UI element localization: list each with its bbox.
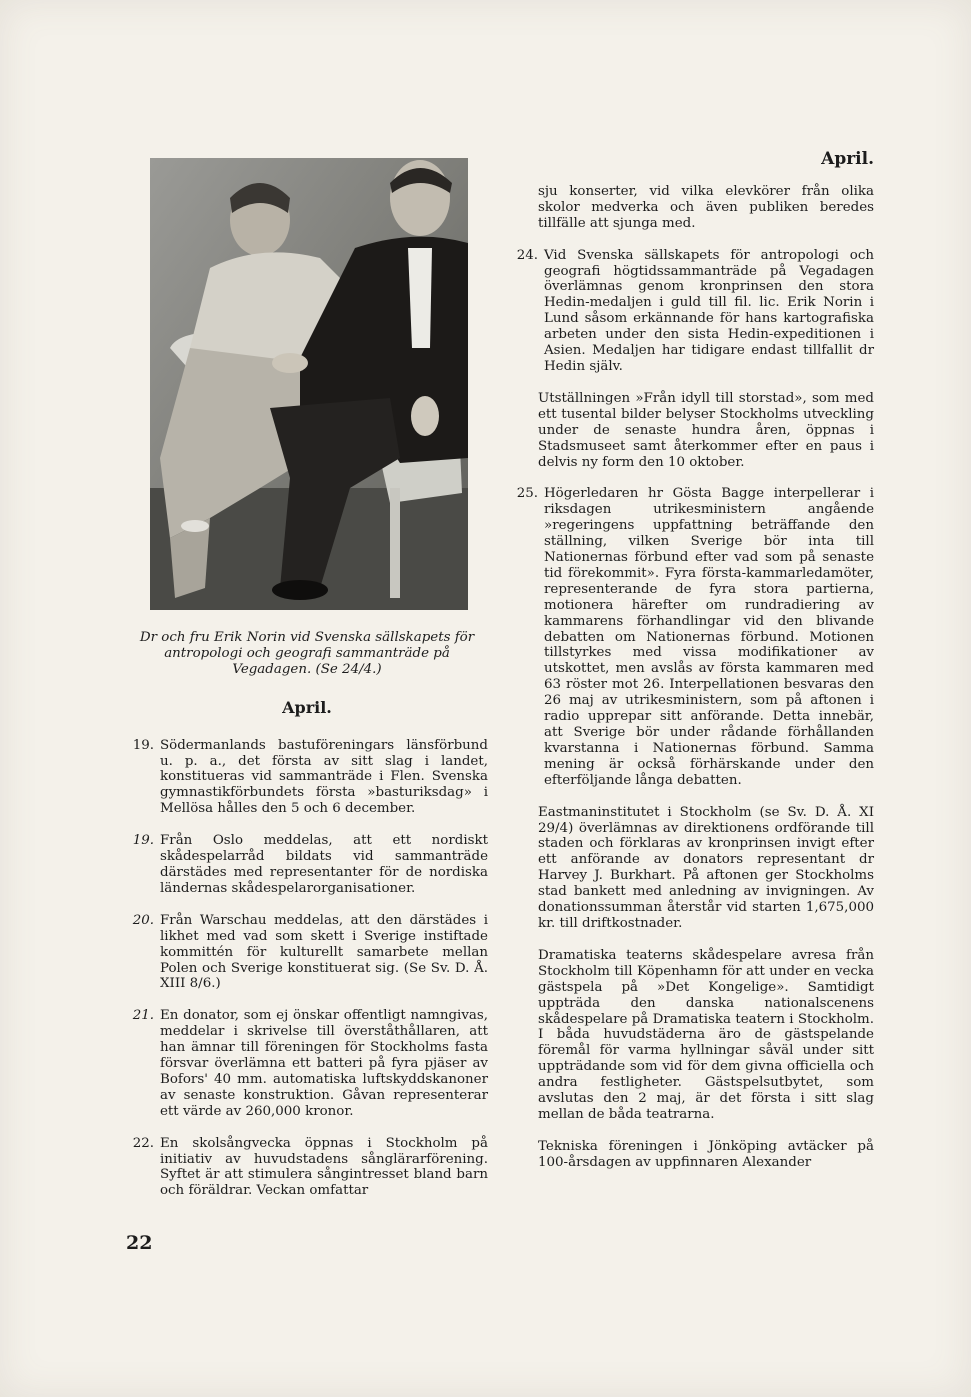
entry [510,486,874,788]
man-shirt [408,248,432,348]
page-number: 22 [126,1232,153,1254]
photograph [150,158,468,610]
entry-date: 19. [132,737,154,753]
right-column [510,149,874,1187]
entry-date: 22. [132,1135,154,1151]
photo-caption: Dr och fru Erik Norin vid Svenska sällskapets för antropologi och geografi sammanträde på Vegadagen. (Se 24/4.) [139,630,475,677]
woman-shoe [181,520,209,532]
entry-text: En skolsångvecka öppnas i Stockholm på initiativ av huvudstadens sånglärarförening. Syftet är att stimulera sångintresset bland barn och föräldrar. Veckan omfattar [160,1135,488,1199]
entry-date: 21. [132,1008,154,1024]
entry [510,248,874,375]
entry-text: En donator, som ej önskar offentligt namngivas, meddelar i skrivelse till överståthållaren, att han ämnar till föreningen för Stockholms fasta försvar överlämna ett batteri på fyra pjäser av Bofors' 40 mm. automatiska luftskyddskanoner av senaste konstruktion. Gåvan representerar ett värde av 260,000 kronor. [160,1008,488,1119]
entry-text: Högerledaren hr Gösta Bagge interpellerar i riksdagen utrikesministern angående »regeringens uppfattning beträffande den ställning, vilken Sverige bör inta till Nationernas förbund efter vad som på senaste tid förekommit». Fyra första-kammarledamöter, representerande de fyra stora partierna, motionera härefter om rundradiering av kammarens förhandlingar vid den blivande debatten om Nationernas förbund. Motionen tillstyrkes med vissa modifikationer av utskottet, men avslås av första kammaren med 63 röster mot 26. Interpellationen besvaras den 26 maj av utrikesministern, som på aftonen i radio upprepar sitt anförande. Detta innebär, att Sverige bör under rådande förhållanden kvarstanna i Nationernas förbund. Samma mening är också förhärskande under den efterföljande långa debatten. [544,486,874,788]
entry [126,913,488,993]
man-hand [411,396,439,436]
entry-date: 25. [516,486,538,502]
paragraph: Utställningen »Från idyll till storstad», som med ett tusental bilder belyser Stockholms utveckling under de senaste hundra åren, öppnas i Stadsmuseet samt återkommer efter en paus i delvis ny form den 10 oktober. [538,390,874,470]
entry [126,1136,488,1200]
chair-leg [390,488,400,598]
month-heading-right: April. [821,149,874,169]
entry-date: 19. [132,833,154,849]
woman-hands [272,353,308,373]
entry-date: 24. [516,247,538,263]
month-heading-left: April. [282,697,332,717]
entry [126,1008,488,1119]
man-shoe [272,580,328,600]
entry-text: Södermanlands bastuföreningars länsförbund u. p. a., det första av sitt slag i landet, konstitueras vid sammanträde i Flen. Svenska gymnastikförbundets första »basturiksdag» i Mellösa hålles den 5 och 6 december. [160,737,488,817]
entry-text: Vid Svenska sällskapets för antropologi och geografi högtidssammanträde på Vegadagen överlämnas genom kronprinsen den stora Hedin-medaljen i guld till fil. lic. Erik Norin i Lund såsom erkännande för hans kartografiska arbeten under den sista Hedin-expeditionen i Asien. Medaljen har tidigare endast tillfallit dr Hedin själv. [544,247,874,374]
paragraph: Eastmaninstitutet i Stockholm (se Sv. D. Å. XI 29/4) överlämnas av direktionens ordförande till staden och förklaras av kronprinsen invigt efter ett anförande av donators representant dr Harvey J. Burkhart. På aftonen ger Stockholms stad bankett med anledning av invigningen. Av donationssumman återstår vid starten 1,675,000 kr. till driftkostnader. [538,804,874,931]
entry-text: Från Oslo meddelas, att ett nordiskt skådespelarråd bildats vid sammanträde därstädes med representanter för de nordiska ländernas skådespelarorganisationer. [160,833,488,896]
paragraph: Dramatiska teaterns skådespelare avresa från Stockholm till Köpenhamn för att under en vecka gästspela på »Det Kongelige». Samtidigt uppträda den danska nationalscenens skådespelare på Dramatiska teatern i Stockholm. I båda huvudstäderna äro de gästspelande föremål för varma hyllningar såväl under sitt uppträdande som vid för dem givna officiella och andra festligheter. Gästspelsutbytet, som avslutas den 2 maj, är det första i sitt slag mellan de båda teatrarna. [538,947,874,1122]
entry-date: 20. [132,912,154,928]
entry [126,833,488,897]
left-column [126,630,488,1215]
entry [126,738,488,818]
paragraph: Tekniska föreningen i Jönköping avtäcker på 100-årsdagen av uppfinnaren Alexander [538,1138,874,1170]
entry-text: Från Warschau meddelas, att den därstädes i likhet med vad som skett i Sverige instiftade kommittén för kulturellt samarbete mellan Polen och Sverige konstituerat sig. (Se Sv. D. Å. XIII 8/6.) [160,912,488,992]
continuation-paragraph: sju konserter, vid vilka elevkörer från olika skolor medverka och även publiken beredes tillfälle att sjunga med. [538,183,874,231]
